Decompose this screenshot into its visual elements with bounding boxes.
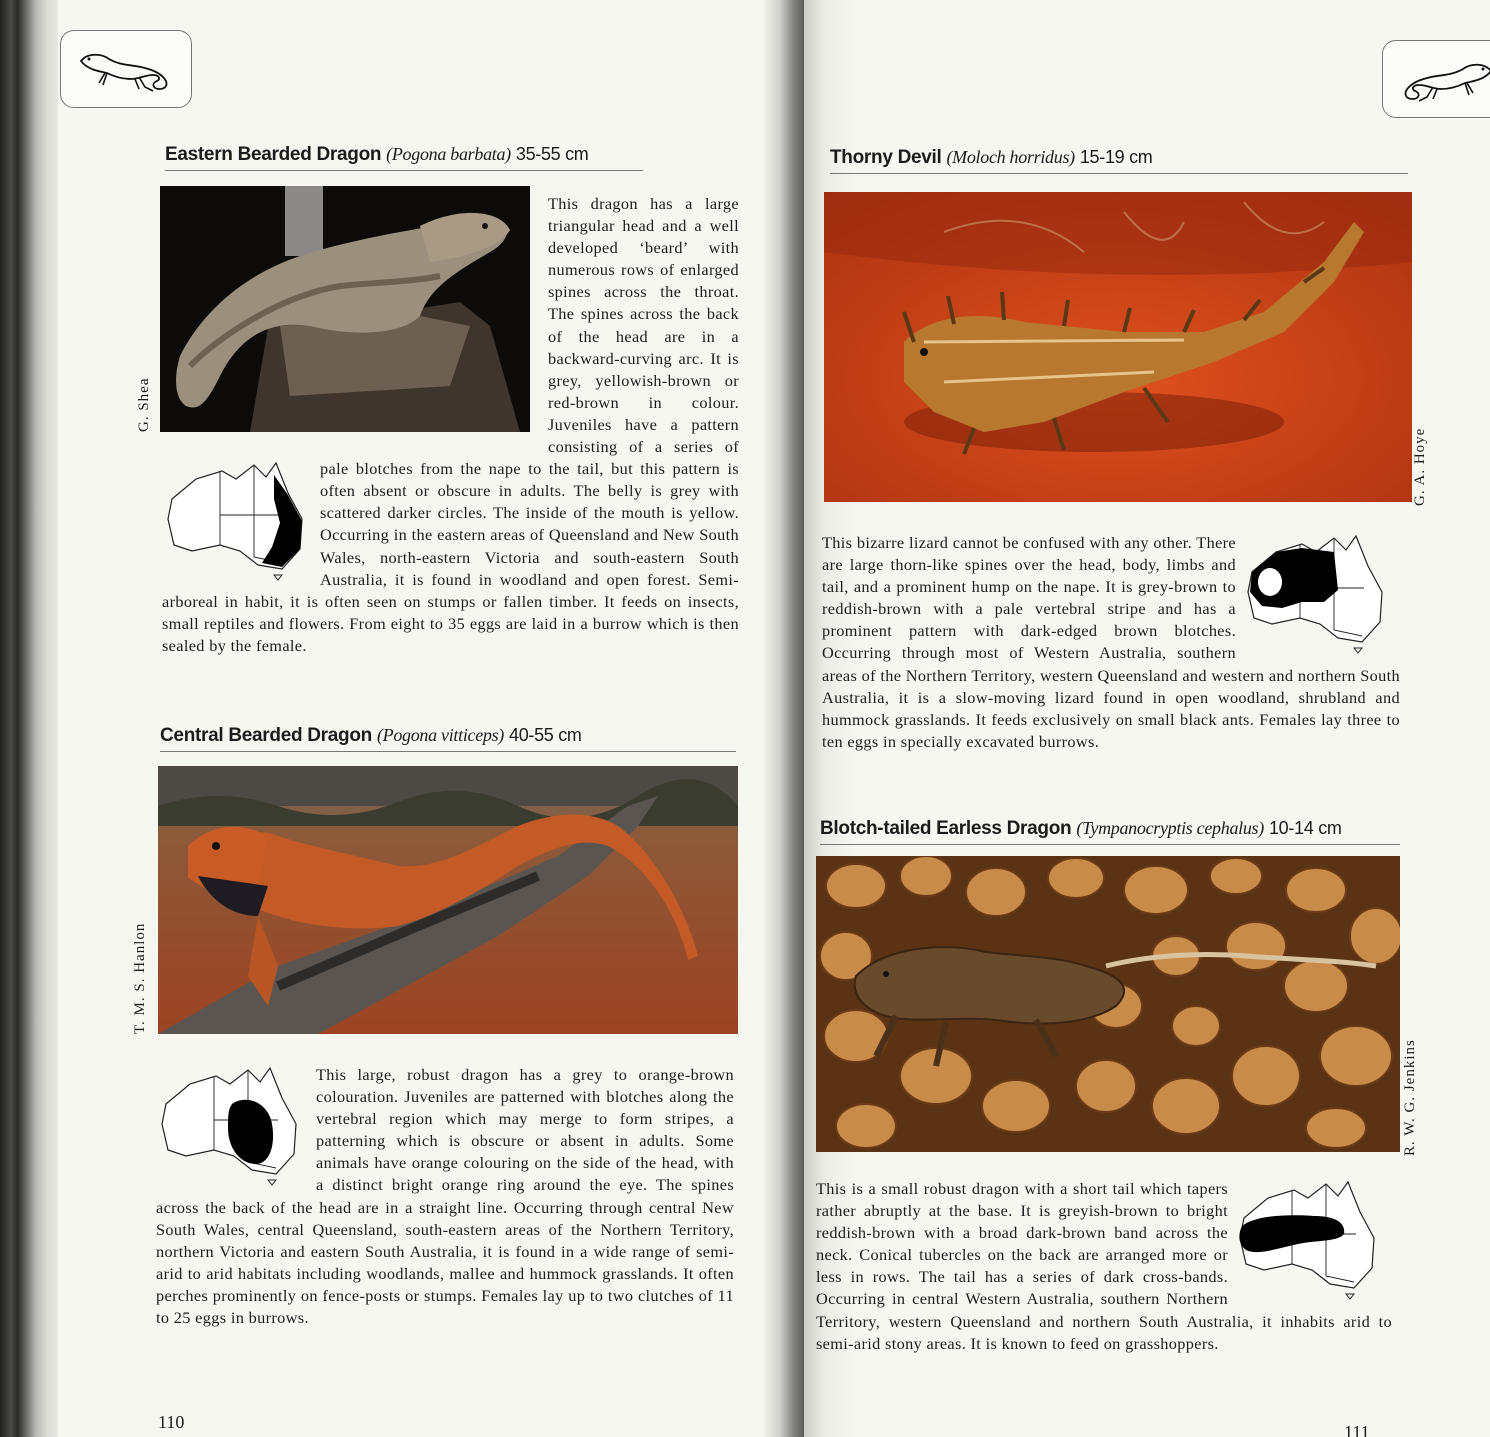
range-map-central-bearded-dragon [156,1064,316,1192]
photo-blotch-tailed-earless-dragon [816,856,1400,1152]
photo-credit: G. Shea [136,377,152,432]
photo-credit: T. M. S. Hanlon [132,922,148,1034]
species-heading-blotch-tailed-earless-dragon: Blotch-tailed Earless Dragon (Tympanocryptis cephalus) 10-14 cm [820,818,1400,845]
species-description: This large, robust dragon has a grey to orange-brown colouration. Juveniles are patterned with blotches along the vertebral region which may merge to form stripes, a patterning which is obscure or absent in adults. Some animals have orange colouring on the side of the head, with a distinct bright orange ring around the eye. The spines across the back of the head are in a straight line. Occurring through central New South Wales, central Queensland, south-eastern areas of the Northern Territory, northern Victoria and eastern South Australia, it is found in a wide range of semi-arid to arid habitats including woodlands, mallee and hummock grasslands. It often perches prominently on fence-posts or stumps. Females lay up to two clutches of 11 to 25 eggs in burrows. [156,1065,734,1328]
section-tab [1382,40,1490,118]
photo-thorny-devil [824,192,1412,502]
book-spine-edge [0,0,62,1437]
photo-credit: R. W. G. Jenkins [1402,1039,1418,1156]
page-number: 110 [158,1412,185,1432]
left-page [58,0,784,1437]
australia-map-icon [1242,532,1392,654]
species-description: This is a small robust dragon with a short tail which tapers rather abruptly at the base. It is greyish-brown to bright reddish-brown with a broad dark-brown band across the neck. Conical tubercles on the back are arranged more or less in rows. The tail has a series of dark cross-bands. Occurring in central Western Australia, southern Northern Territory, western Queensland and northern South Australia, it inhabits arid to semi-arid stony areas. It is known to feed on grasshoppers. [816,1179,1392,1353]
lizard-icon [1397,53,1490,105]
australia-map-icon [162,459,312,581]
species-heading-eastern-bearded-dragon: Eastern Bearded Dragon (Pogona barbata) 35-55 cm [165,144,643,171]
range-map-blotch-tailed-earless-dragon [1234,1178,1392,1308]
species-description: This bizarre lizard cannot be confused with any other. There are large thorn-like spines over the head, body, limbs and tail, and a prominent hump on the nape. It is grey-brown to reddish-brown with a pale vertebral stripe and has a prominent pattern with dark-edged brown blotches. Occurring through most of Western Australia, southern areas of the Northern Territory, western Queensland and western and northern South Australia, it is a slow-moving lizard found in open woodland, shrubland and hummock grasslands. It feeds exclusively on small black ants. Females lay three to ten eggs in specially excavated burrows. [822,533,1400,751]
range-map-eastern-bearded-dragon [162,459,320,587]
photo-central-bearded-dragon [158,766,738,1034]
photo-credit: G. A. Hoye [1412,427,1428,506]
section-tab [60,30,192,108]
australia-map-icon [156,1064,306,1186]
page-number: 111 [1344,1422,1370,1437]
species-heading-central-bearded-dragon: Central Bearded Dragon (Pogona vitticeps) 40-55 cm [160,725,736,752]
australia-map-icon [1234,1178,1384,1300]
page-gutter [764,0,804,1437]
lizard-icon [75,43,175,95]
right-page [784,0,1490,1437]
species-heading-thorny-devil: Thorny Devil (Moloch horridus) 15-19 cm [830,147,1408,174]
species-description: This dragon has a large triangular head and a well developed ‘beard’ with numerous rows of enlarged spines across the throat. The spines across the back of the head are in a backward-curving arc. It is grey, yellowish-brown or red-brown in colour. Juveniles have a pattern consisting of a series of pale blotches from the nape to the tail, but this pattern is often absent or obscure in adults. The belly is grey with scattered darker circles. The inside of the mouth is yellow. Occurring in the eastern areas of Queensland and New South Wales, north-eastern Victoria and south-eastern South Australia, it is found in woodland and open forest. Semi-arboreal in habit, it is often seen on stumps or fallen timber. It feeds on insects, small reptiles and flowers. From eight to 35 eggs are laid in a burrow which is then sealed by the female. [162,194,739,655]
range-map-thorny-devil [1242,532,1400,662]
